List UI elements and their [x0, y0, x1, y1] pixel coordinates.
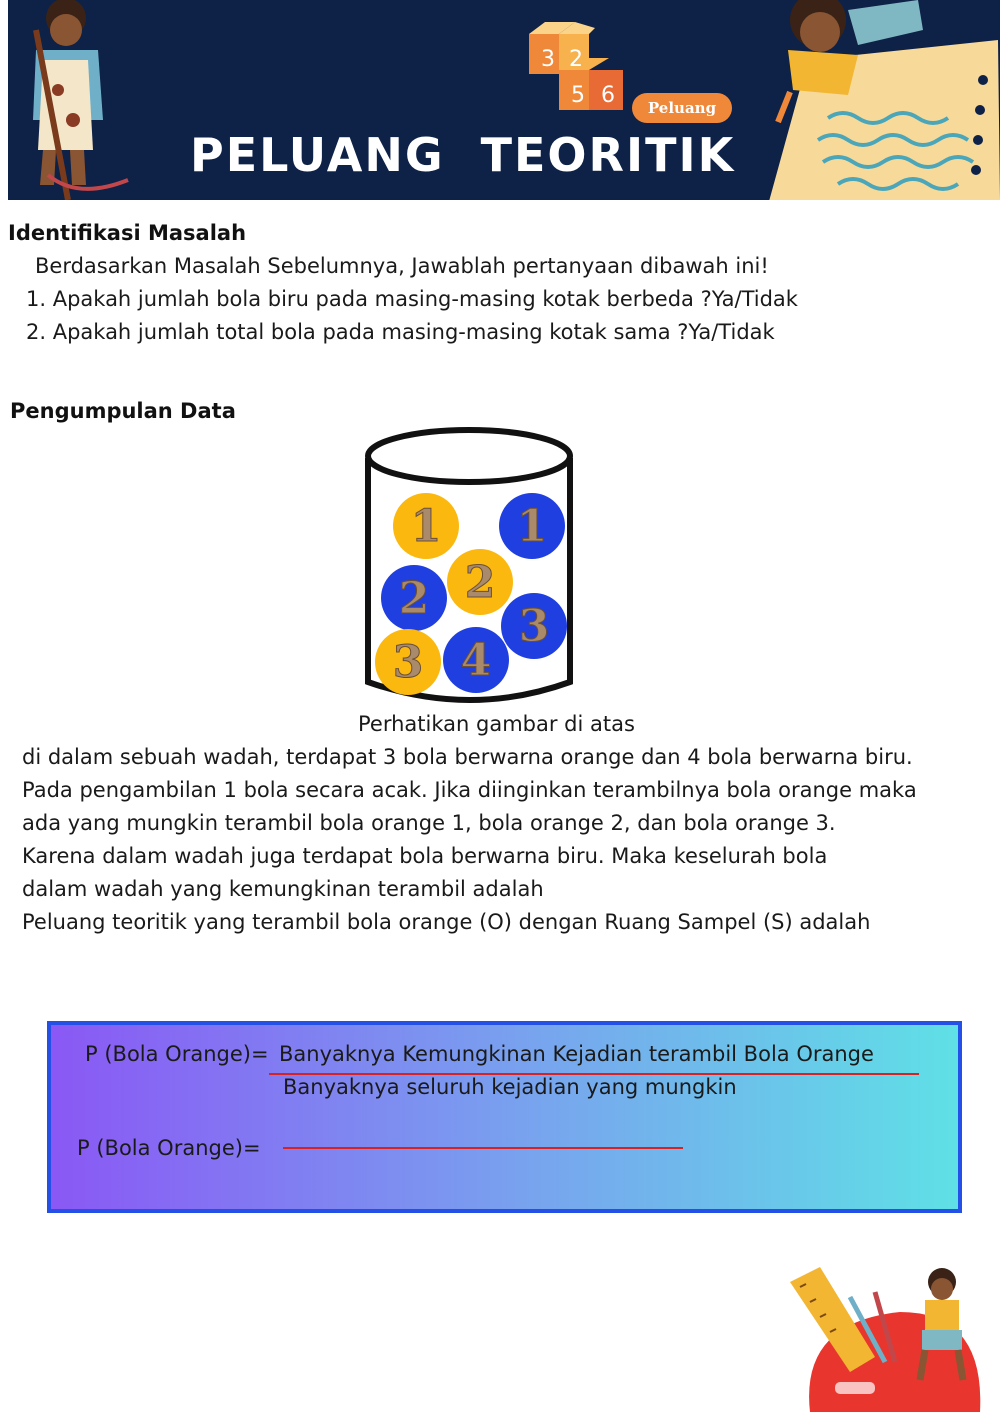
- paper-illustration: [748, 0, 1000, 200]
- paragraph-line: ada yang mungkin terambil bola orange 1, bola orange 2, dan bola orange 3.: [22, 811, 836, 835]
- paragraph-line: di dalam sebuah wadah, terdapat 3 bola berwarna orange dan 4 bola berwarna biru.: [22, 745, 913, 769]
- paragraph-line: Peluang teoritik yang terambil bola orange (O) dengan Ruang Sampel (S) adalah: [22, 910, 871, 934]
- painter-illustration: [8, 0, 148, 200]
- question-item: 2. Apakah jumlah total bola pada masing-masing kotak sama ?Ya/Tidak: [26, 320, 775, 344]
- formula-label-2: P (Bola Orange)=: [77, 1136, 261, 1160]
- question-item: 1. Apakah jumlah bola biru pada masing-masing kotak berbeda ?Ya/Tidak: [26, 287, 798, 311]
- formula-label-1: P (Bola Orange)=: [85, 1042, 269, 1066]
- figure-caption: Perhatikan gambar di atas: [358, 712, 635, 736]
- paragraph-line: Pada pengambilan 1 bola secara acak. Jika diinginkan terambilnya bola orange maka: [22, 778, 917, 802]
- dice-number: 6: [601, 83, 615, 108]
- dice-icon: [523, 18, 633, 123]
- problem-paragraph: [22, 741, 982, 939]
- identifikasi-intro: Berdasarkan Masalah Sebelumnya, Jawablah pertanyaan dibawah ini!: [35, 254, 769, 278]
- section-heading-pengumpulan: Pengumpulan Data: [10, 399, 236, 423]
- stationery-illustration: [780, 1262, 992, 1412]
- ball-number: 4: [460, 635, 492, 686]
- formula-denominator: Banyaknya seluruh kejadian yang mungkin: [283, 1075, 737, 1099]
- ball-number: 3: [392, 637, 424, 688]
- dice-number: 3: [541, 47, 555, 72]
- ball-number: 3: [518, 601, 550, 652]
- dice-number: 2: [569, 47, 583, 72]
- ball-number: 1: [516, 501, 548, 552]
- answer-line: [283, 1147, 683, 1149]
- formula-box: [47, 1021, 962, 1213]
- dice-number: 5: [571, 83, 585, 108]
- header-banner: [8, 0, 1000, 200]
- badge-peluang: Peluang: [632, 93, 732, 123]
- paragraph-line: Karena dalam wadah juga terdapat bola berwarna biru. Maka keselurah bola: [22, 844, 828, 868]
- ball-number: 2: [464, 557, 496, 608]
- section-heading-identifikasi: Identifikasi Masalah: [8, 221, 247, 245]
- formula-numerator: Banyaknya Kemungkinan Kejadian terambil Bola Orange: [279, 1042, 874, 1066]
- jar-illustration: [360, 420, 582, 712]
- ball-number: 2: [398, 573, 430, 624]
- paragraph-line: dalam wadah yang kemungkinan terambil adalah: [22, 877, 544, 901]
- page-title: PELUANG TEORITIK: [190, 128, 736, 182]
- ball-number: 1: [410, 501, 442, 552]
